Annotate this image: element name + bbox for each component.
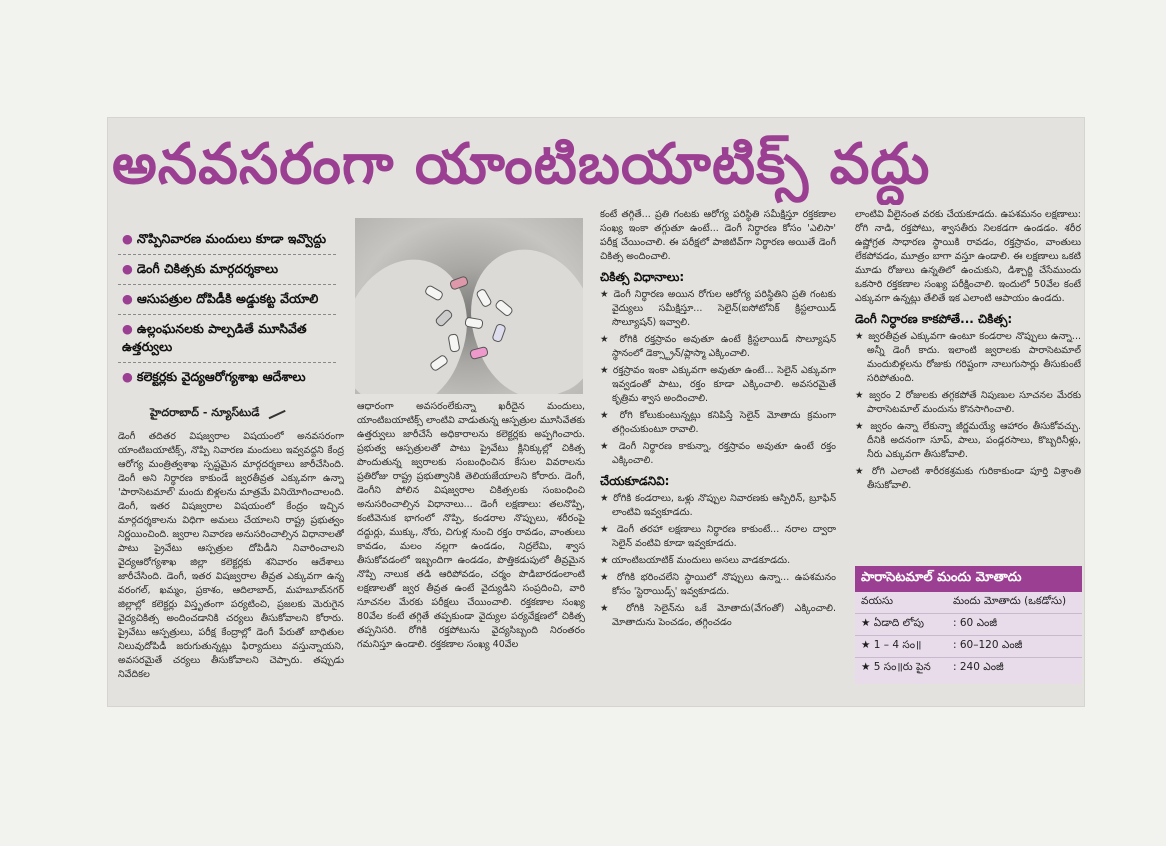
highlight-item: ● ఉల్లంఘనలకు పాల్పడితే మూసివేత ఉత్తర్వులు — [118, 315, 336, 363]
treatment-heading: చికిత్స విధానాలు: — [600, 270, 685, 284]
highlight-item: ● ఆసుపత్రుల దోపిడీకి అడ్డుకట్ట వేయాలి — [118, 285, 336, 315]
donts-item: ★ రోగికి సెలైన్‌ను ఒకే మోతాదు(వేగంతో) ఎక్కించాలి. మోతాదును పెంచడం, తగ్గించడం — [600, 603, 836, 628]
pill — [429, 354, 449, 373]
pill — [491, 323, 507, 343]
donts-item: ★ యాంటిబయాటిక్ మందులు అసలు వాడకూడదు. — [600, 555, 791, 566]
highlights-list — [118, 225, 336, 392]
pill — [469, 346, 489, 360]
dosage-header-row: వయసు మందు మోతాదు (ఒకడోసు) — [855, 592, 1082, 614]
treatment-item: ★ డెంగీ నిర్ధారణ అయిన రోగుల ఆరోగ్య పరిస్థితిని ప్రతి గంటకు వైద్యులు సమీక్షిస్తూ... సెలైన్(ఐసోటోనిక్ క్రిస్టలాయిడ్ సొల్యూషన్) ఇవ్వాలి. — [600, 289, 836, 328]
column-1-text: డెంగీ తదితర విషజ్వరాల విషయంలో అనవసరంగా యాంటిబయాటిక్స్, నొప్పి నివారణ మందులు ఇవ్వవద్దని కేంద్ర ఆరోగ్య మంత్రిత్వశాఖ స్పష్టమైన మార్గదర్శకాలు జారీచేసింది. డెంగీ అని నిర్ధారణ కాకుండే జ్వరతీవ్రత ఎక్కువగా ఉన్నా 'పారాసెటమాల్' మందు బిళ్లలను మాత్రమే వినియోగించాలంది. డెంగీ, ఇతర విషజ్వరాల విషయంలో కేంద్రం ఇచ్చిన మార్గదర్శకాలను విధిగా అమలు చేయాలని రాష్ట్ర ప్రభుత్వం నిర్ణయించింది. జ్వరాల నివారణ అనుసరించాల్సిన విధానాలతో పాటు ప్రైవేటు ఆస్పత్రుల దోపిడీని నివారించాలని వైద్యఆరోగ్యశాఖ జిల్లా కలెక్టర్లకు శనివారం ఆదేశాలు జారీచేసింది. డెంగీ, ఇతర విషజ్వరాల తీవ్రత ఎక్కువగా ఉన్న వరంగల్, ఖమ్మం, ప్రకాశం, ఆదిలాబాద్, మహబూబ్‌నగర్ జిల్లాల్లో కలెక్టర్లు విస్తృతంగా పర్యటించి, ప్రజలకు మెరుగైన వైద్యచికిత్స అందించడానికి చర్యలు తీసుకోవాలని కోరారు. ప్రైవేటు ఆస్పత్రులు, పరీక్ష కేంద్రాల్లో డెంగీ పేరుతో బాధితుల నిలువుదోపిడీ జరుగుతున్నట్లు ఫిర్యాదులు వస్తున్నాయని, అవసరమైతే చర్యలు తీసుకోవాలని చెప్పారు. తప్పుడు నివేదికల — [118, 431, 344, 680]
donts-heading: చేయకూడనివి: — [600, 474, 670, 488]
non-dengue-item: ★ జ్వరతీవ్రత ఎక్కువగా ఉంటూ కండరాల నొప్పులు ఉన్నా... అన్నీ డెంగీ కాదు. ఇలాంటి జ్వరాలకు పారాసెటమాల్ మందుబిళ్లలను రోజుకు గరిష్టంగా నాలుగుసార్లు తీసుకుంటే సరిపోతుంది. — [855, 331, 1081, 384]
donts-item: ★ రోగికి కండరాలు, ఒళ్లు నొప్పుల నివారణకు ఆస్పిరిన్, బ్రూఫిన్ లాంటివి ఇవ్వకూడదు. — [600, 493, 836, 518]
pills-pile — [415, 268, 525, 378]
dosage-row: ★ 5 సం॥రు పైన : 240 ఎంజీ — [861, 661, 1004, 673]
non-dengue-item: ★ జ్వరం 2 రోజులకు తగ్గకపోతే నిపుణుల సూచనల మేరకు పారాసెటమాల్ మందును కొనసాగించాలి. — [855, 390, 1081, 415]
bullet-icon: ● — [122, 369, 133, 384]
column-4 — [855, 208, 1081, 562]
column-3-intro: కంటే తగ్గితే... ప్రతి గంటకు ఆరోగ్య పరిస్థితి సమీక్షిస్తూ రక్తకణాల సంఖ్య ఇంకా తగ్గుతూ ఉంటే... డెంగీ నిర్ధారణ కోసం 'ఎలిసా' పరీక్ష చేయించాలి. ఈ పరీక్షలో పాజిటివ్‌గా నిర్ధారణ అయితే డెంగీ చికిత్స అందించాలి. — [600, 209, 836, 262]
treatment-item: ★ రోగి కోలుకుంటున్నట్లు కనిపిస్తే సెలైన్ మోతాదు క్రమంగా తగ్గించుకుంటూ రావాలి. — [600, 410, 836, 435]
treatment-item: ★ రక్తస్రావం ఇంకా ఎక్కువగా అవుతూ ఉంటే... సెలైన్ ఎక్కువగా ఇవ్వడంతో పాటు, రక్తం కూడా ఎక్కించాలి. అవసరమైతే కృత్రిమ శ్వాస అందించాలి. — [600, 365, 836, 404]
treatment-item: ★ డెంగీ నిర్ధారణ కాకున్నా, రక్తస్రావం అవుతూ ఉంటే రక్తం ఎక్కించాలి. — [600, 441, 836, 466]
pill — [464, 317, 483, 330]
dosage-row: ★ 1 – 4 సం॥ : 60–120 ఎంజీ — [855, 636, 1082, 658]
non-dengue-heading: డెంగీ నిర్ధారణ కాకపోతే... చికిత్స: — [855, 312, 1013, 326]
highlight-item: ● కలెక్టర్లకు వైద్యఆరోగ్యశాఖ ఆదేశాలు — [122, 369, 306, 384]
donts-item: ★ రోగికి భరించలేని స్థాయిలో నొప్పులు ఉన్నా... ఉపశమనం కోసం 'స్టెరాయిడ్స్' ఇవ్వకూడదు. — [600, 572, 836, 597]
pill — [475, 288, 493, 309]
bullet-icon: ● — [122, 261, 133, 276]
dosage-row: ★ ఏడాది లోపు : 60 ఎంజీ — [855, 614, 1082, 636]
headline: అనవసరంగా యాంటిబయాటిక్స్ వద్దు — [112, 132, 931, 197]
pills-in-hands-photo — [355, 218, 583, 394]
donts-item: ★ డెంగీ తరహా లక్షణాలు నిర్ధారణ కాకుంటే... నరాల ద్వారా సెలైన్ వంటివి కూడా ఇవ్వకూడదు. — [600, 524, 836, 549]
dosage-title: పారాసెటమాల్ మందు మోతాదు — [855, 566, 1082, 592]
bullet-icon: ● — [122, 321, 133, 336]
column-4-intro: లాంటివి వీలైనంత వరకు చేయకూడదు. ఉపశమనం లక్షణాలు: రోగి నాడి, రక్తపోటు, శ్వాసతీరు నిలకడగా ఉండడం. శరీర ఉష్ణోగ్రత సాధారణ స్థాయికి రావడం, రక్తస్రావం, వాంతులు లేకపోవడం, మూత్రం బాగా వస్తూ ఉండాలి. ఈ లక్షణాలు ఒకటి మూడు రోజులు ఉన్నతిలో ఉంచుకుని, డిశ్చార్జి చేసేముందు ఒకసారి రక్తకణాల సంఖ్య పరీక్షించాలి. ఇందులో 50వేల కంటే ఎక్కువగా ఉన్నట్లు తేలితే ఇక ఎలాంటి ఆపాయం ఉండదు. — [855, 209, 1081, 304]
pen-icon — [264, 401, 285, 419]
highlight-item: ● నొప్పినివారణ మందులు కూడా ఇవ్వొద్దు — [118, 225, 336, 255]
non-dengue-item: ★ జ్వరం ఉన్నా లేకున్నా జీర్ణమయ్యే ఆహారం తీసుకోవచ్చు. దీనికి అదనంగా సూప్, పాలు, పండ్లరసాలు, కొబ్బరినీళ్లు, నీరు ఎక్కువగా తీసుకోవాలి. — [855, 421, 1081, 460]
pill — [494, 298, 514, 317]
bullet-icon: ● — [122, 291, 133, 306]
pill — [449, 275, 469, 291]
pill — [424, 284, 445, 302]
dateline: హైదరాబాద్ - న్యూస్‌టుడే — [150, 404, 320, 422]
column-3 — [600, 208, 836, 698]
treatment-item: ★ రోగికి రక్తస్రావం అవుతూ ఉంటే క్రిస్టలాయిడ్ సొల్యూషన్ స్థానంలో డెక్స్ట్రాన్/ప్లాస్మా ఎక్కించాలి. — [600, 334, 836, 359]
dosage-table — [855, 566, 1082, 684]
pill — [434, 308, 454, 328]
column-2-text: ఆధారంగా అవసరంలేకున్నా ఖరీదైన మందులు, యాంటిబయాటిక్స్ లాంటివి వాడుతున్న ఆస్పత్రుల మూసివేతకు ఉత్తర్వులు జారీచేసే అధికారాలను కలెక్టర్లకు అప్పగించారు. ప్రభుత్వ ఆస్పత్రులతో పాటు ప్రైవేటు క్లినిక్కుల్లో చికిత్స పొందుతున్న జ్వరాలకు సంబంధించిన కేసుల వివరాలను ప్రతిరోజు రాష్ట్ర ప్రభుత్వానికి తెలియజేయాలని కోరారు. డెంగీ, డెంగీని పోలిన విషజ్వరాల చికిత్సలకు సంబంధించి అనుసరించాల్సిన విధానాలు... డెంగీ లక్షణాలు: తలనొప్పి, కంటివెనుక భాగంలో నొప్పి, కండరాల నొప్పులు, శరీరంపై దద్దుర్లు, ముక్కు, నోరు, చిగుళ్ల నుంచి రక్తం రావడం, వాంతులు కావడం, మలం నల్లగా ఉండడం, నిద్రలేమి, శ్వాస తీసుకోవడంలో ఇబ్బందిగా ఉండడం, పొత్తికడుపులో తీవ్రమైన నొప్పి నాలుక తడి ఆరిపోవడం, చర్మం పొడిబారడంలాంటి లక్షణాలతో జ్వర తీవ్రత ఉంటే వైద్యుడిని సంప్రదించి, వారి సూచనల మేరకు పరీక్షలు చేయించాలి. రక్తకణాల సంఖ్య 80వేల కంటే తగ్గితే తప్పకుండా వైద్యుల పర్యవేక్షణలో చికిత్స తప్పనిసరి. రోగికి రక్తపోటును వైద్యసిబ్బంది నిరంతరం గమనిస్తూ ఉండాలి. రక్తకణాల సంఖ్య 40వేల — [357, 401, 585, 650]
bullet-icon: ● — [122, 231, 133, 246]
pill — [448, 333, 461, 352]
highlight-item: ● డెంగీ చికిత్సకు మార్గదర్శకాలు — [118, 255, 336, 285]
non-dengue-item: ★ రోగి ఎలాంటి శారీరకశ్రమకు గురికాకుండా పూర్తి విశ్రాంతి తీసుకోవాలి. — [855, 466, 1081, 491]
